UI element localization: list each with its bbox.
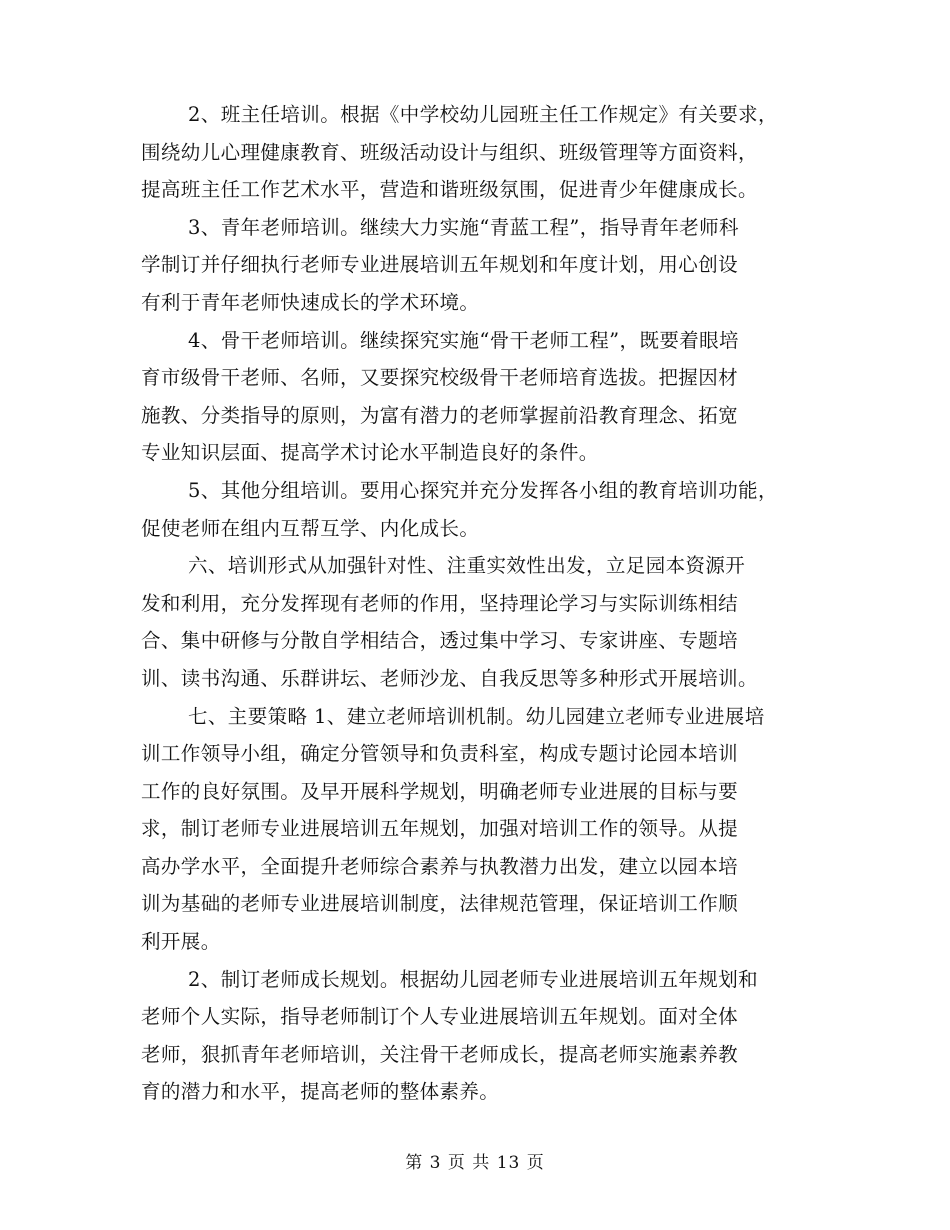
text-line: 育的潜力和水平，提高老师的整体素养。 <box>141 1080 500 1104</box>
text-line: 专业知识层面、提高学术讨论水平制造良好的条件。 <box>141 441 599 465</box>
text-line: 发和利用，充分发挥现有老师的作用，坚持理论学习与实际训练相结 <box>141 591 739 615</box>
text-line: 2、班主任培训。根据《中学校幼儿园班主任工作规定》有关要求， <box>188 103 778 126</box>
paragraph-growth-plan <box>141 961 809 1111</box>
text-line: 利开展。 <box>141 930 221 954</box>
text-line: 七、主要策略 1、建立老师培训机制。幼儿园建立老师专业进展培 <box>188 704 765 728</box>
text-line: 有利于青年老师快速成长的学术环境。 <box>141 290 480 314</box>
text-line: 高办学水平，全面提升老师综合素养与执教潜力出发，建立以园本培 <box>141 854 739 878</box>
text-line: 围绕幼儿心理健康教育、班级活动设计与组织、班级管理等方面资料， <box>141 140 758 164</box>
paragraph-class-teacher-training <box>141 96 809 209</box>
text-line: 施教、分类指导的原则，为富有潜力的老师掌握前沿教育理念、拓宽 <box>141 403 739 427</box>
paragraph-main-strategies <box>141 698 809 961</box>
text-line: 合、集中研修与分散自学相结合，透过集中学习、专家讲座、专题培 <box>141 629 739 653</box>
text-line: 老师个人实际，指导老师制订个人专业进展培训五年规划。面对全体 <box>141 1005 739 1029</box>
text-line: 求，制订老师专业进展培训五年规划，加强对培训工作的领导。从提 <box>141 817 739 841</box>
text-line: 训工作领导小组，确定分管领导和负责科室，构成专题讨论园本培训 <box>141 742 739 766</box>
text-line: 育市级骨干老师、名师，又要探究校级骨干老师培育选拔。把握因材 <box>141 366 739 390</box>
text-line: 5、其他分组培训。要用心探究并充分发挥各小组的教育培训功能， <box>188 478 778 502</box>
text-line: 2、制订老师成长规划。根据幼儿园老师专业进展培训五年规划和 <box>188 967 759 991</box>
paragraph-key-teacher-training <box>141 322 809 472</box>
text-line: 提高班主任工作艺术水平，营造和谐班级氛围，促进青少年健康成长。 <box>141 178 758 202</box>
text-line: 工作的良好氛围。及早开展科学规划，明确老师专业进展的目标与要 <box>141 779 739 803</box>
text-line: 4、骨干老师培训。继续探究实施“骨干老师工程”，既要着眼培 <box>188 328 739 352</box>
paragraph-group-training <box>141 472 809 547</box>
text-line: 3、青年老师培训。继续大力实施“青蓝工程”，指导青年老师科 <box>188 215 739 239</box>
page-number-footer: 第 3 页 共 13 页 <box>405 1153 545 1173</box>
text-line: 老师，狠抓青年老师培训，关注骨干老师成长，提高老师实施素养教 <box>141 1042 739 1066</box>
document-body <box>141 96 809 1111</box>
text-line: 六、培训形式从加强针对性、注重实效性出发，立足园本资源开 <box>188 554 746 578</box>
text-line: 促使老师在组内互帮互学、内化成长。 <box>141 516 480 540</box>
paragraph-young-teacher-training <box>141 209 809 322</box>
paragraph-training-forms <box>141 547 809 697</box>
text-line: 训、读书沟通、乐群讲坛、老师沙龙、自我反思等多种形式开展培训。 <box>141 666 758 690</box>
text-line: 学制订并仔细执行老师专业进展培训五年规划和年度计划，用心创设 <box>141 253 739 277</box>
text-line: 训为基础的老师专业进展培训制度，法律规范管理，保证培训工作顺 <box>141 892 739 916</box>
